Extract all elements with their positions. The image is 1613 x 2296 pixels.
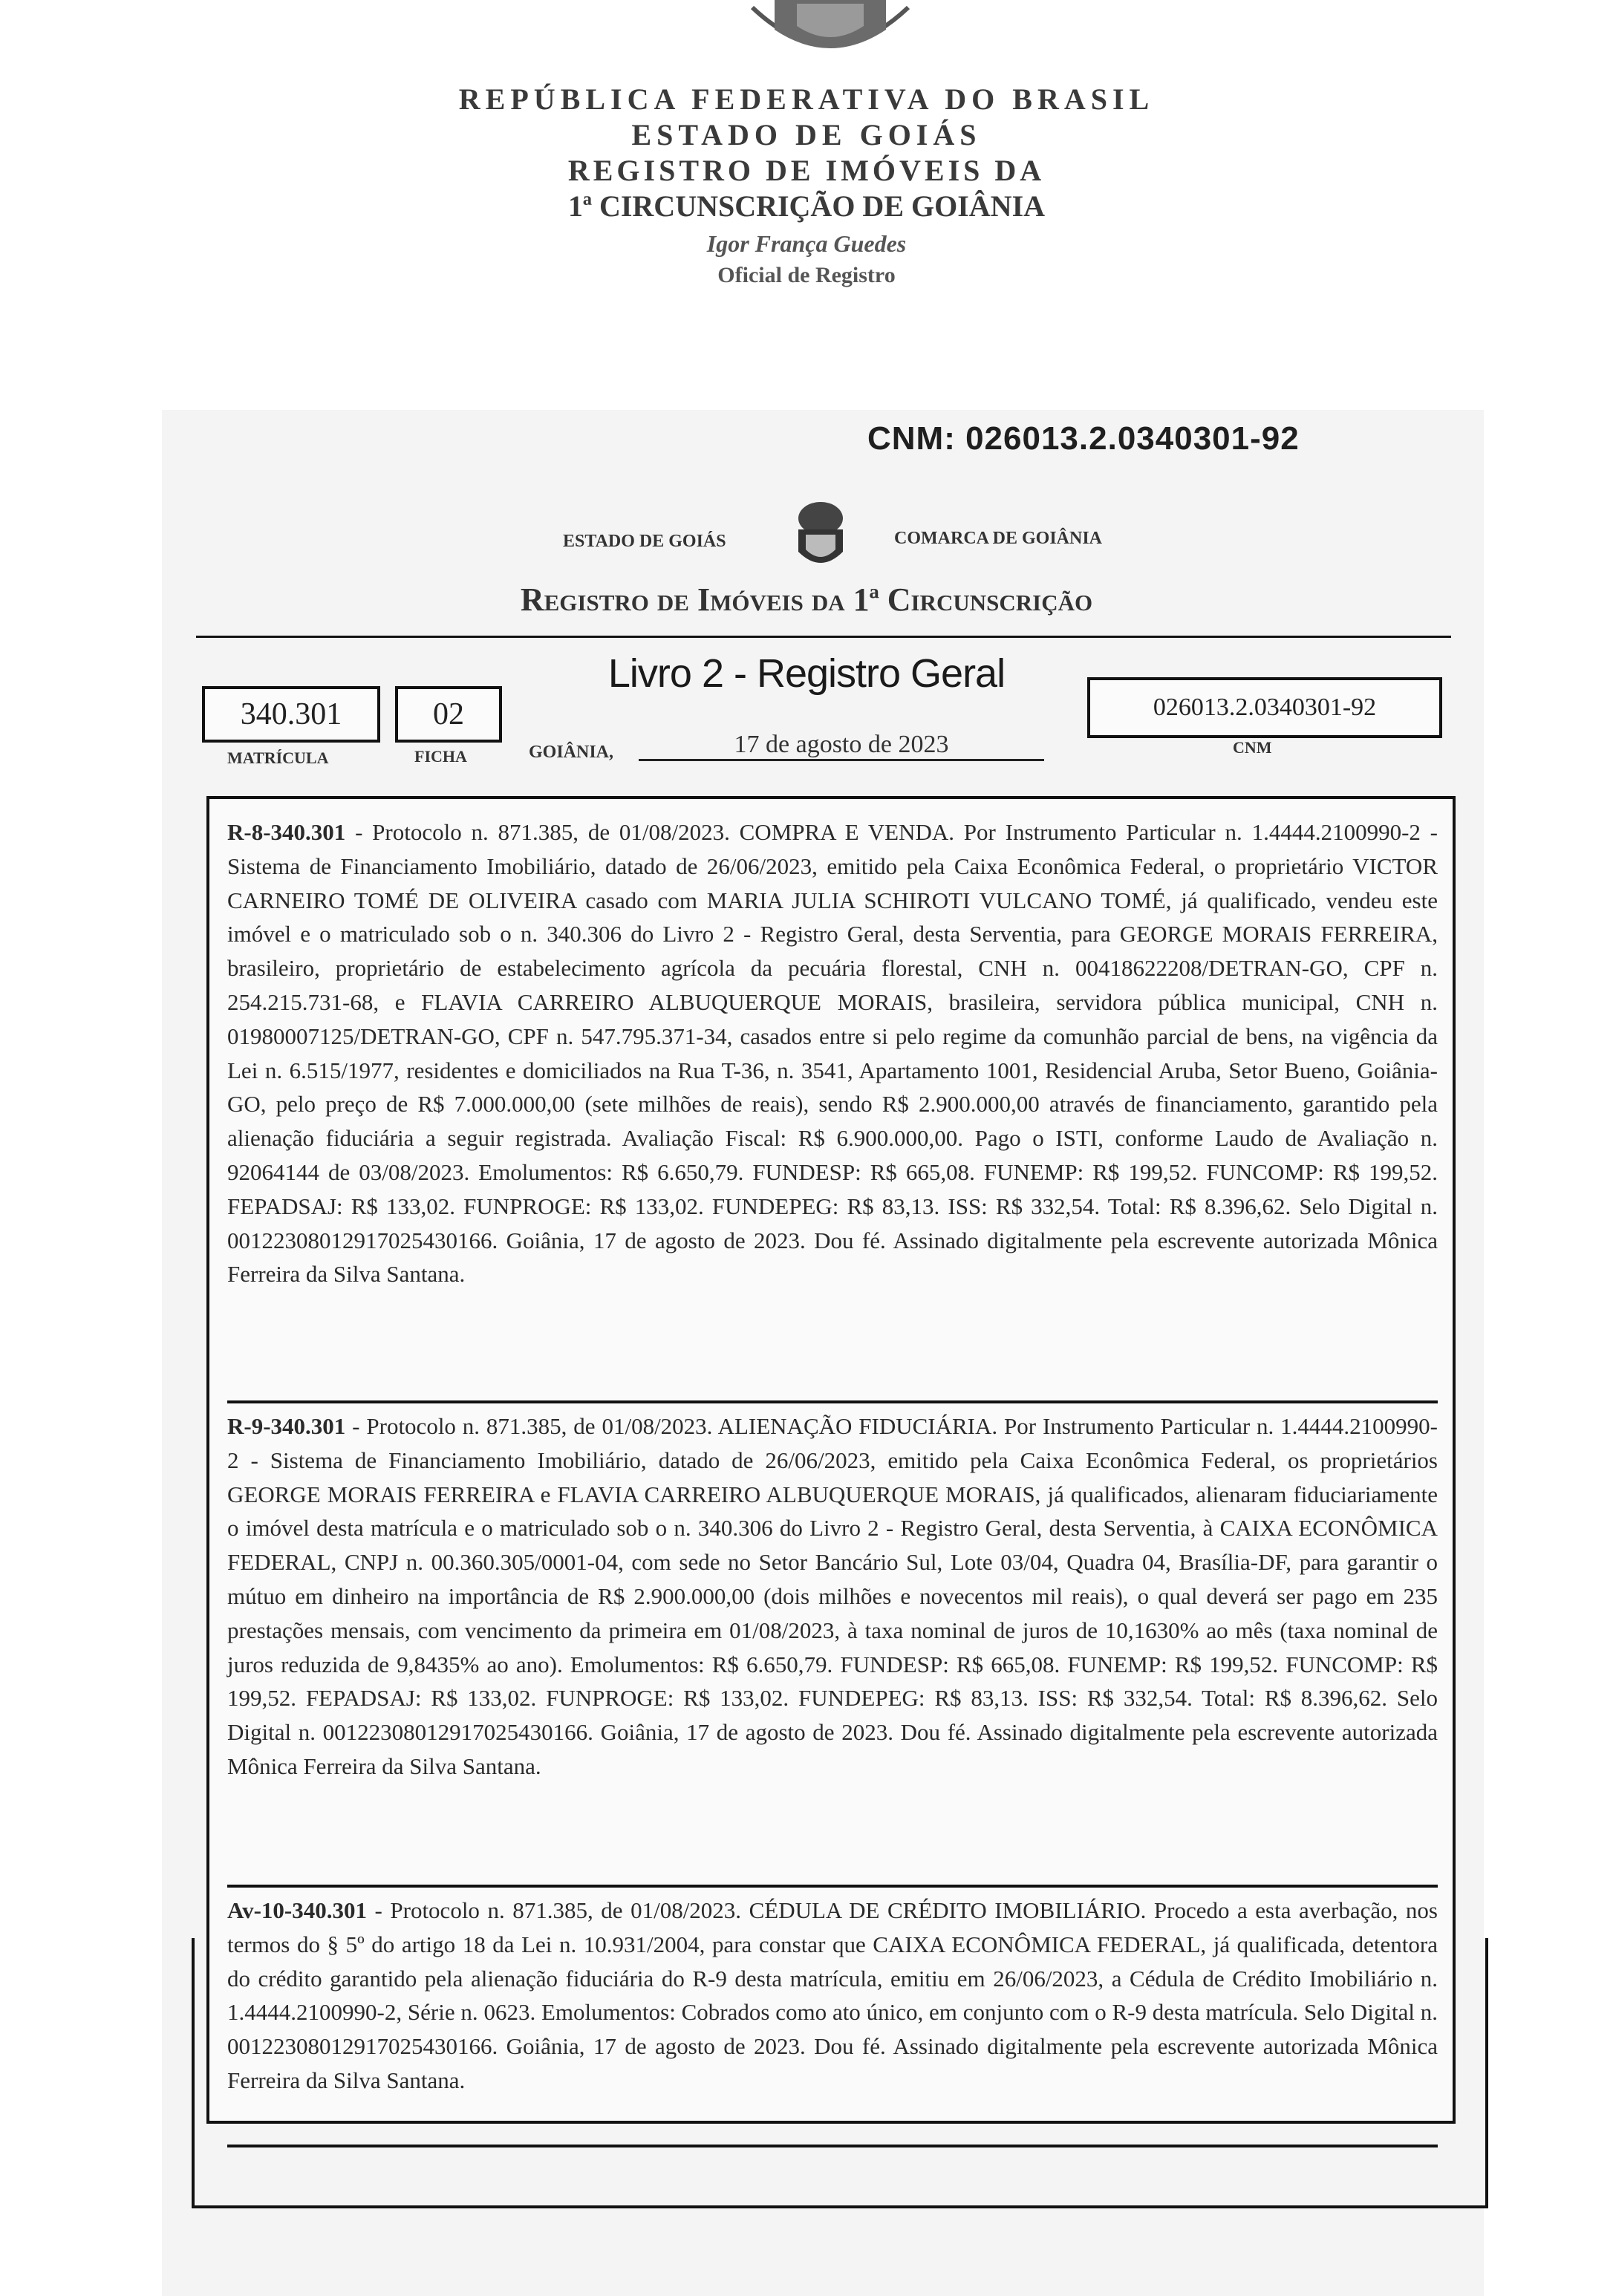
matricula-caption: MATRÍCULA (227, 749, 329, 767)
cnm-code-top: CNM: 026013.2.0340301-92 (867, 420, 1300, 457)
entry-divider (227, 1885, 1438, 1888)
entry-r8 (227, 815, 1438, 1291)
book-title: Livro 2 - Registro Geral (607, 651, 1006, 696)
entry-label: R-9-340.301 (227, 1413, 346, 1439)
entries-box (206, 796, 1456, 2124)
sheet-comarca: COMARCA DE GOIÂNIA (894, 529, 1103, 548)
entry-text: - Protocolo n. 871.385, de 01/08/2023. CÉDULA DE CRÉDITO IMOBILIÁRIO. Procedo a esta averbação, nos termos do § 5º do artigo 18 da Lei n. 10.931/2004, para constar que CAIXA ECONÔMICA FEDERAL, já qualificada, detentora do crédito garantido pela alienação fiduciária do R-9 desta matrícula, emitiu em 26/06/2023, a Cédula de Crédito Imobiliário n. 1.4444.2100990-2, Série n. 0623. Emolumentos: Cobrados como ato único, em conjunto com o R-9 desta matrícula. Selo Digital n. 00122308012917025430166. Goiânia, 17 de agosto de 2023. Dou fé. Assinado digitalmente pela escrevente autorizada Mônica Ferreira da Silva Santana. (227, 1897, 1438, 2093)
coat-of-arms-seal-sheet (787, 496, 854, 578)
record-date: 17 de agosto de 2023 (639, 731, 1044, 761)
entry-label: R-8-340.301 (227, 819, 346, 845)
title-rule (196, 636, 1451, 638)
cnm-box: 026013.2.0340301-92 (1087, 677, 1442, 738)
official-name: Igor França Guedes (706, 230, 907, 257)
entry-r9 (227, 1409, 1438, 1784)
entry-text: - Protocolo n. 871.385, de 01/08/2023. ALIENAÇÃO FIDUCIÁRIA. Por Instrumento Particular n. 1.4444.2100990-2 - Sistema de Financiamento Imobiliário, datado de 26/06/2023, emitido pela Caixa Econômica Federal, os proprietários GEORGE MORAIS FERREIRA e FLAVIA CARREIRO ALBUQUERQUE MORAIS, já qualificados, alienaram fiduciariamente o imóvel desta matrícula e o matriculado sob o n. 340.306 do Livro 2 - Registro Geral, desta Serventia, à CAIXA ECONÔMICA FEDERAL, CNPJ n. 00.360.305/0001-04, com sede no Setor Bancário Sul, Lote 03/04, Quadra 04, Brasília-DF, para garantir o mútuo em dinheiro na importância de R$ 2.900.000,00 (dois milhões e novecentos mil reais), o qual deverá ser pago em 235 prestações mensais, com vencimento da primeira em 01/08/2023, à taxa nominal de juros de 10,1630% ao mês (taxa nominal de juros reduzida de 9,8435% ao ano). Emolumentos: R$ 6.650,79. FUNDESP: R$ 665,08. FUNEMP: R$ 199,52. FUNCOMP: R$ 199,52. FEPADSAJ: R$ 133,02. FUNPROGE: R$ 133,02. FUNDEPEG: R$ 83,13. ISS: R$ 332,54. Total: R$ 8.396,62. Selo Digital n. 00122308012917025430166. Goiânia, 17 de agosto de 2023. Dou fé. Assinado digitalmente pela escrevente autorizada Mônica Ferreira da Silva Santana. (227, 1413, 1438, 1779)
ficha-caption: FICHA (414, 747, 467, 766)
header-circumscription: 1ª CIRCUNSCRIÇÃO DE GOIÂNIA (567, 189, 1046, 223)
matricula-box: 340.301 (202, 686, 380, 743)
header-state: ESTADO DE GOIÁS (631, 118, 982, 151)
sheet-bottom-frame (192, 1938, 1488, 2208)
header-republic: REPÚBLICA FEDERATIVA DO BRASIL (458, 82, 1155, 116)
city-label: GOIÂNIA, (529, 743, 614, 762)
sheet-state: ESTADO DE GOIÁS (563, 532, 726, 551)
entry-label: Av-10-340.301 (227, 1897, 367, 1923)
official-title: Oficial de Registro (717, 263, 896, 287)
ficha-box: 02 (395, 686, 502, 743)
entry-text: - Protocolo n. 871.385, de 01/08/2023. COMPRA E VENDA. Por Instrumento Particular n. 1.4444.2100990-2 - Sistema de Financiamento Imobiliário, datado de 26/06/2023, emitido pela Caixa Econômica Federal, o proprietário VICTOR CARNEIRO TOMÉ DE OLIVEIRA casado com MARIA JULIA SCHIROTI VULCANO TOMÉ, já qualificado, vendeu este imóvel e o matriculado sob o n. 340.306 do Livro 2 - Registro Geral, desta Serventia, para GEORGE MORAIS FERREIRA, brasileiro, proprietário de estabelecimento agrícola da pecuária florestal, CNH n. 00418622208/DETRAN-GO, CPF n. 254.215.731-68, e FLAVIA CARREIRO ALBUQUERQUE MORAIS, brasileira, servidora pública municipal, CNH n. 01980007125/DETRAN-GO, CPF n. 547.795.371-34, casados entre si pelo regime da comunhão parcial de bens, na vigência da Lei n. 6.515/1977, residentes e domiciliados na Rua T-36, n. 3541, Apartamento 1001, Residencial Aruba, Setor Bueno, Goiânia-GO, pelo preço de R$ 7.000.000,00 (sete milhões de reais), sendo R$ 2.900.000,00 através de financiamento, garantido pela alienação fiduciária a seguir registrada. Avaliação Fiscal: R$ 6.900.000,00. Pago o ISTI, conforme Laudo de Avaliação n. 92064144 de 03/08/2023. Emolumentos: R$ 6.650,79. FUNDESP: R$ 665,08. FUNEMP: R$ 199,52. FUNCOMP: R$ 199,52. FEPADSAJ: R$ 133,02. FUNPROGE: R$ 133,02. FUNDEPEG: R$ 83,13. ISS: R$ 332,54. Total: R$ 8.396,62. Selo Digital n. 00122308012917025430166. Goiânia, 17 de agosto de 2023. Dou fé. Assinado digitalmente pela escrevente autorizada Mônica Ferreira da Silva Santana. (227, 819, 1438, 1288)
registry-title: Registro de Imóveis da 1ª Circunscrição (520, 581, 1093, 618)
entry-divider (227, 1400, 1438, 1403)
cnm-caption: CNM (1233, 738, 1272, 757)
header-registry: REGISTRO DE IMÓVEIS DA (567, 154, 1046, 187)
coat-of-arms-seal-top (745, 0, 916, 59)
